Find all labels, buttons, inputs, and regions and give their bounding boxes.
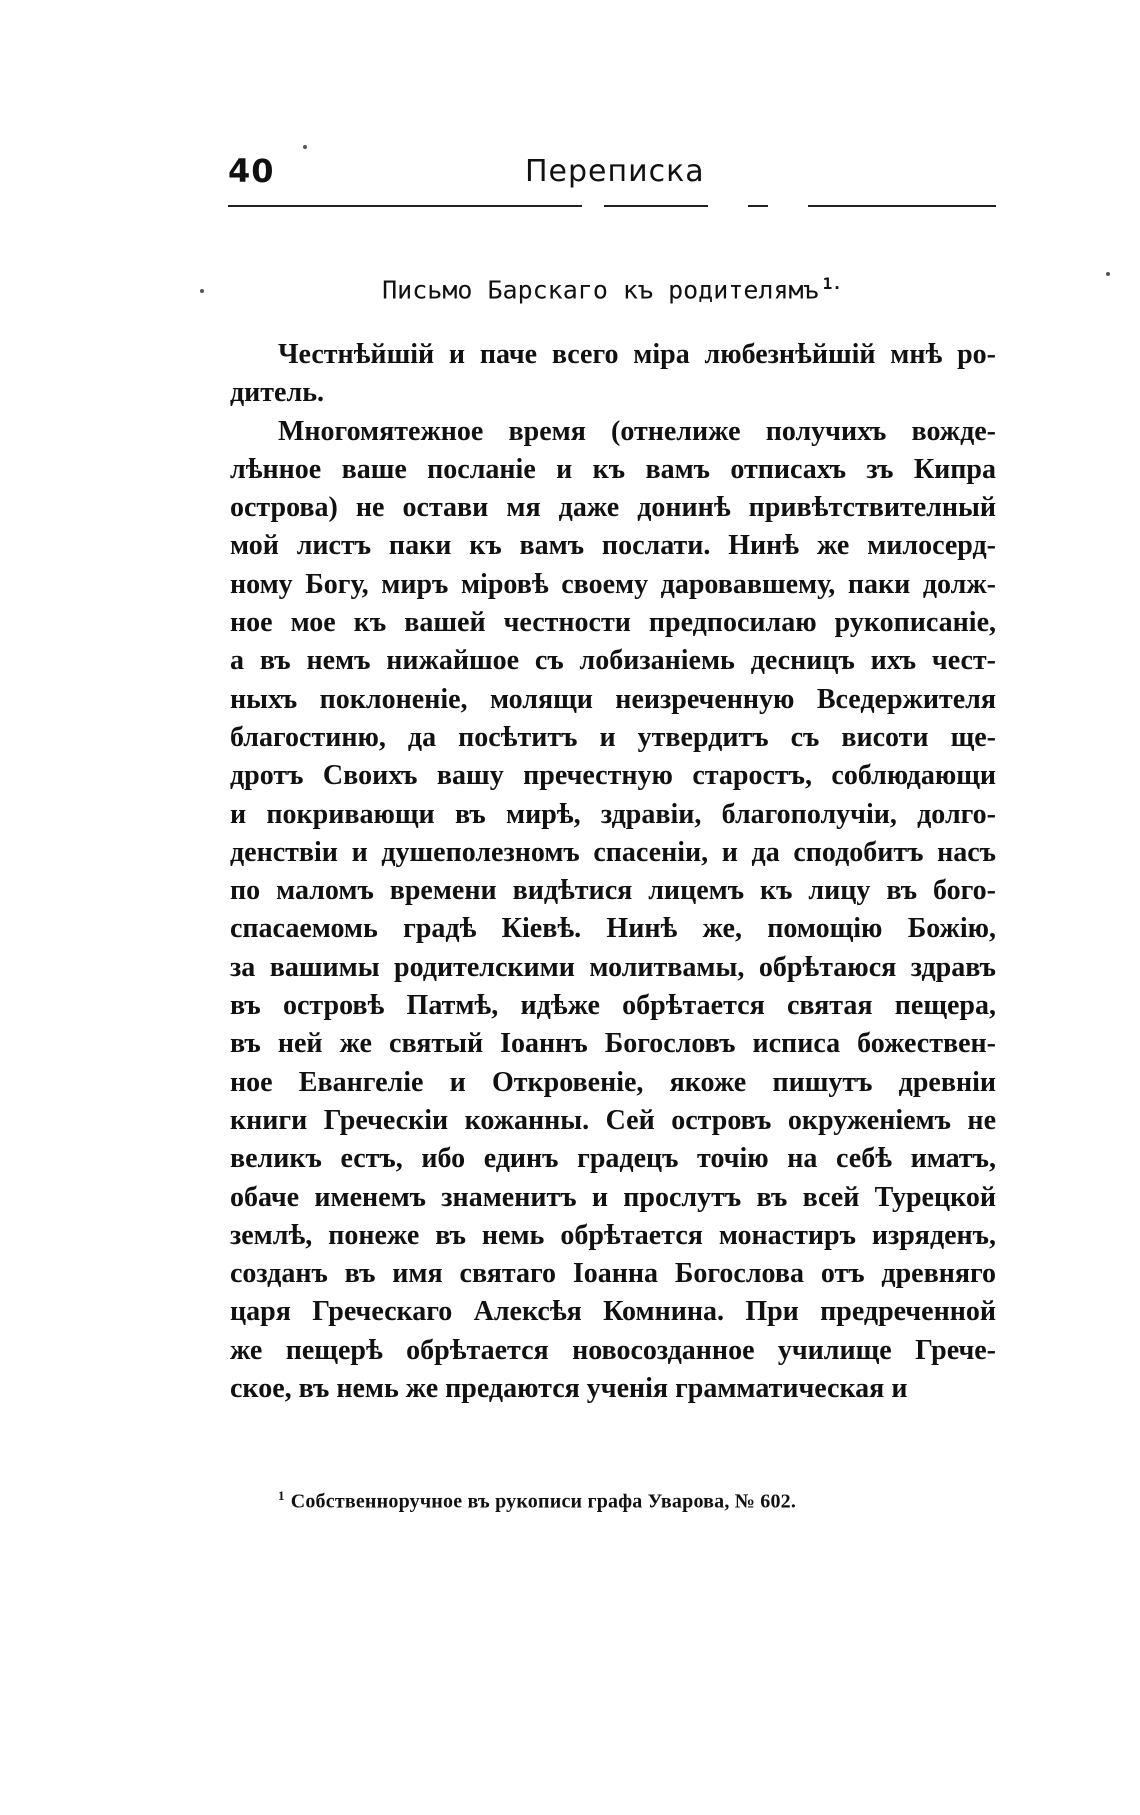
text-line: ное мое къ вашей честности предпосилаю рукописанiе,	[230, 607, 996, 639]
footnote-text: Собственноручное въ рукописи графа Уварова, № 602.	[290, 1490, 797, 1513]
text-line: и покривающи въ мирѣ, здравiи, благополучiи, долго-	[230, 798, 996, 830]
text-line: въ ней же святый Iоаннъ Богословъ исписа божествен-	[230, 1028, 996, 1060]
footnote-reference: 1.	[822, 274, 842, 293]
text-line: въ островѣ Патмѣ, идѣже обрѣтается святая пещера,	[230, 990, 996, 1022]
text-line: царя Греческаго Алексѣя Комнина. При предреченной	[230, 1296, 996, 1328]
header-rule-gap	[768, 203, 808, 209]
text-line: по маломъ времени видѣтися лицемъ къ лицу въ бого-	[230, 875, 996, 907]
text-line: созданъ въ имя святаго Iоанна Богослова отъ древняго	[230, 1258, 996, 1290]
running-head	[228, 152, 996, 202]
text-line: за вашимы родителскими молитвамы, обрѣтаюся здравъ	[230, 951, 996, 983]
print-speck	[200, 289, 204, 293]
text-line: великъ естъ, ибо единъ градецъ точiю на себѣ иматъ,	[230, 1143, 996, 1175]
text-line: спасаемомь градѣ Кiевѣ. Нинѣ же, помощiю Божiю,	[230, 913, 996, 945]
text-line: Честнѣйшiй и паче всего мiра любезнѣйшiй мнѣ ро-	[278, 339, 996, 370]
text-line: же пещерѣ обрѣтается новосозданное училище Грече-	[230, 1334, 996, 1366]
footnote	[278, 1488, 998, 1514]
letter-body	[230, 336, 996, 1408]
text-line: дитель.	[230, 377, 324, 409]
page-number: 40	[228, 152, 275, 190]
text-line: дротъ Своихъ вашу пречестную старостъ, соблюдающи	[230, 760, 996, 792]
text-line: мой листъ паки къ вамъ послати. Нинѣ же милосерд-	[230, 530, 996, 562]
text-line: ныхъ поклоненiе, молящи неизреченную Вседержителя	[230, 683, 996, 715]
header-rule-gap	[708, 203, 748, 209]
text-line: а въ немъ нижайшое съ лобизанiемь десницъ ихъ чест-	[230, 645, 996, 677]
text-line: ное Евангелiе и Откровенiе, якоже пишутъ древнiи	[230, 1066, 996, 1098]
header-rule	[228, 205, 996, 207]
text-line: денствiи и душеполезномъ спасенiи, и да сподобитъ насъ	[230, 836, 996, 868]
text-line: обаче именемъ знаменитъ и прослутъ въ всей Турецкой	[230, 1181, 996, 1213]
text-line: ному Богу, миръ мiровѣ своему даровавшему, паки долж-	[230, 568, 996, 600]
text-line: ское, въ немь же предаются ученiя грамматическая и	[230, 1373, 908, 1405]
footnote-mark: 1	[278, 1488, 285, 1503]
header-rule-gap	[582, 203, 604, 209]
text-line: лѣнное ваше посланiе и къ вамъ отписахъ зъ Кипра	[230, 453, 996, 485]
print-speck	[303, 145, 307, 149]
letter-title-text: Письмо Барскаго къ родителямъ	[382, 275, 819, 305]
text-line: книги Греческiи кожанны. Сей островъ окруженiемъ не	[230, 1104, 996, 1136]
text-line: благостиню, да посѣтитъ и утвердитъ съ висоти ще-	[230, 721, 996, 753]
print-speck	[1106, 272, 1110, 276]
running-title: Переписка	[525, 154, 705, 189]
text-line: землѣ, понеже въ немь обрѣтается монастиръ изряденъ,	[230, 1219, 996, 1251]
text-line: Многомятежное время (отнелиже получихъ вожде-	[278, 415, 996, 447]
letter-title	[228, 274, 996, 304]
text-line: острова) не остави мя даже донинѣ привѣтствителный	[230, 492, 996, 524]
